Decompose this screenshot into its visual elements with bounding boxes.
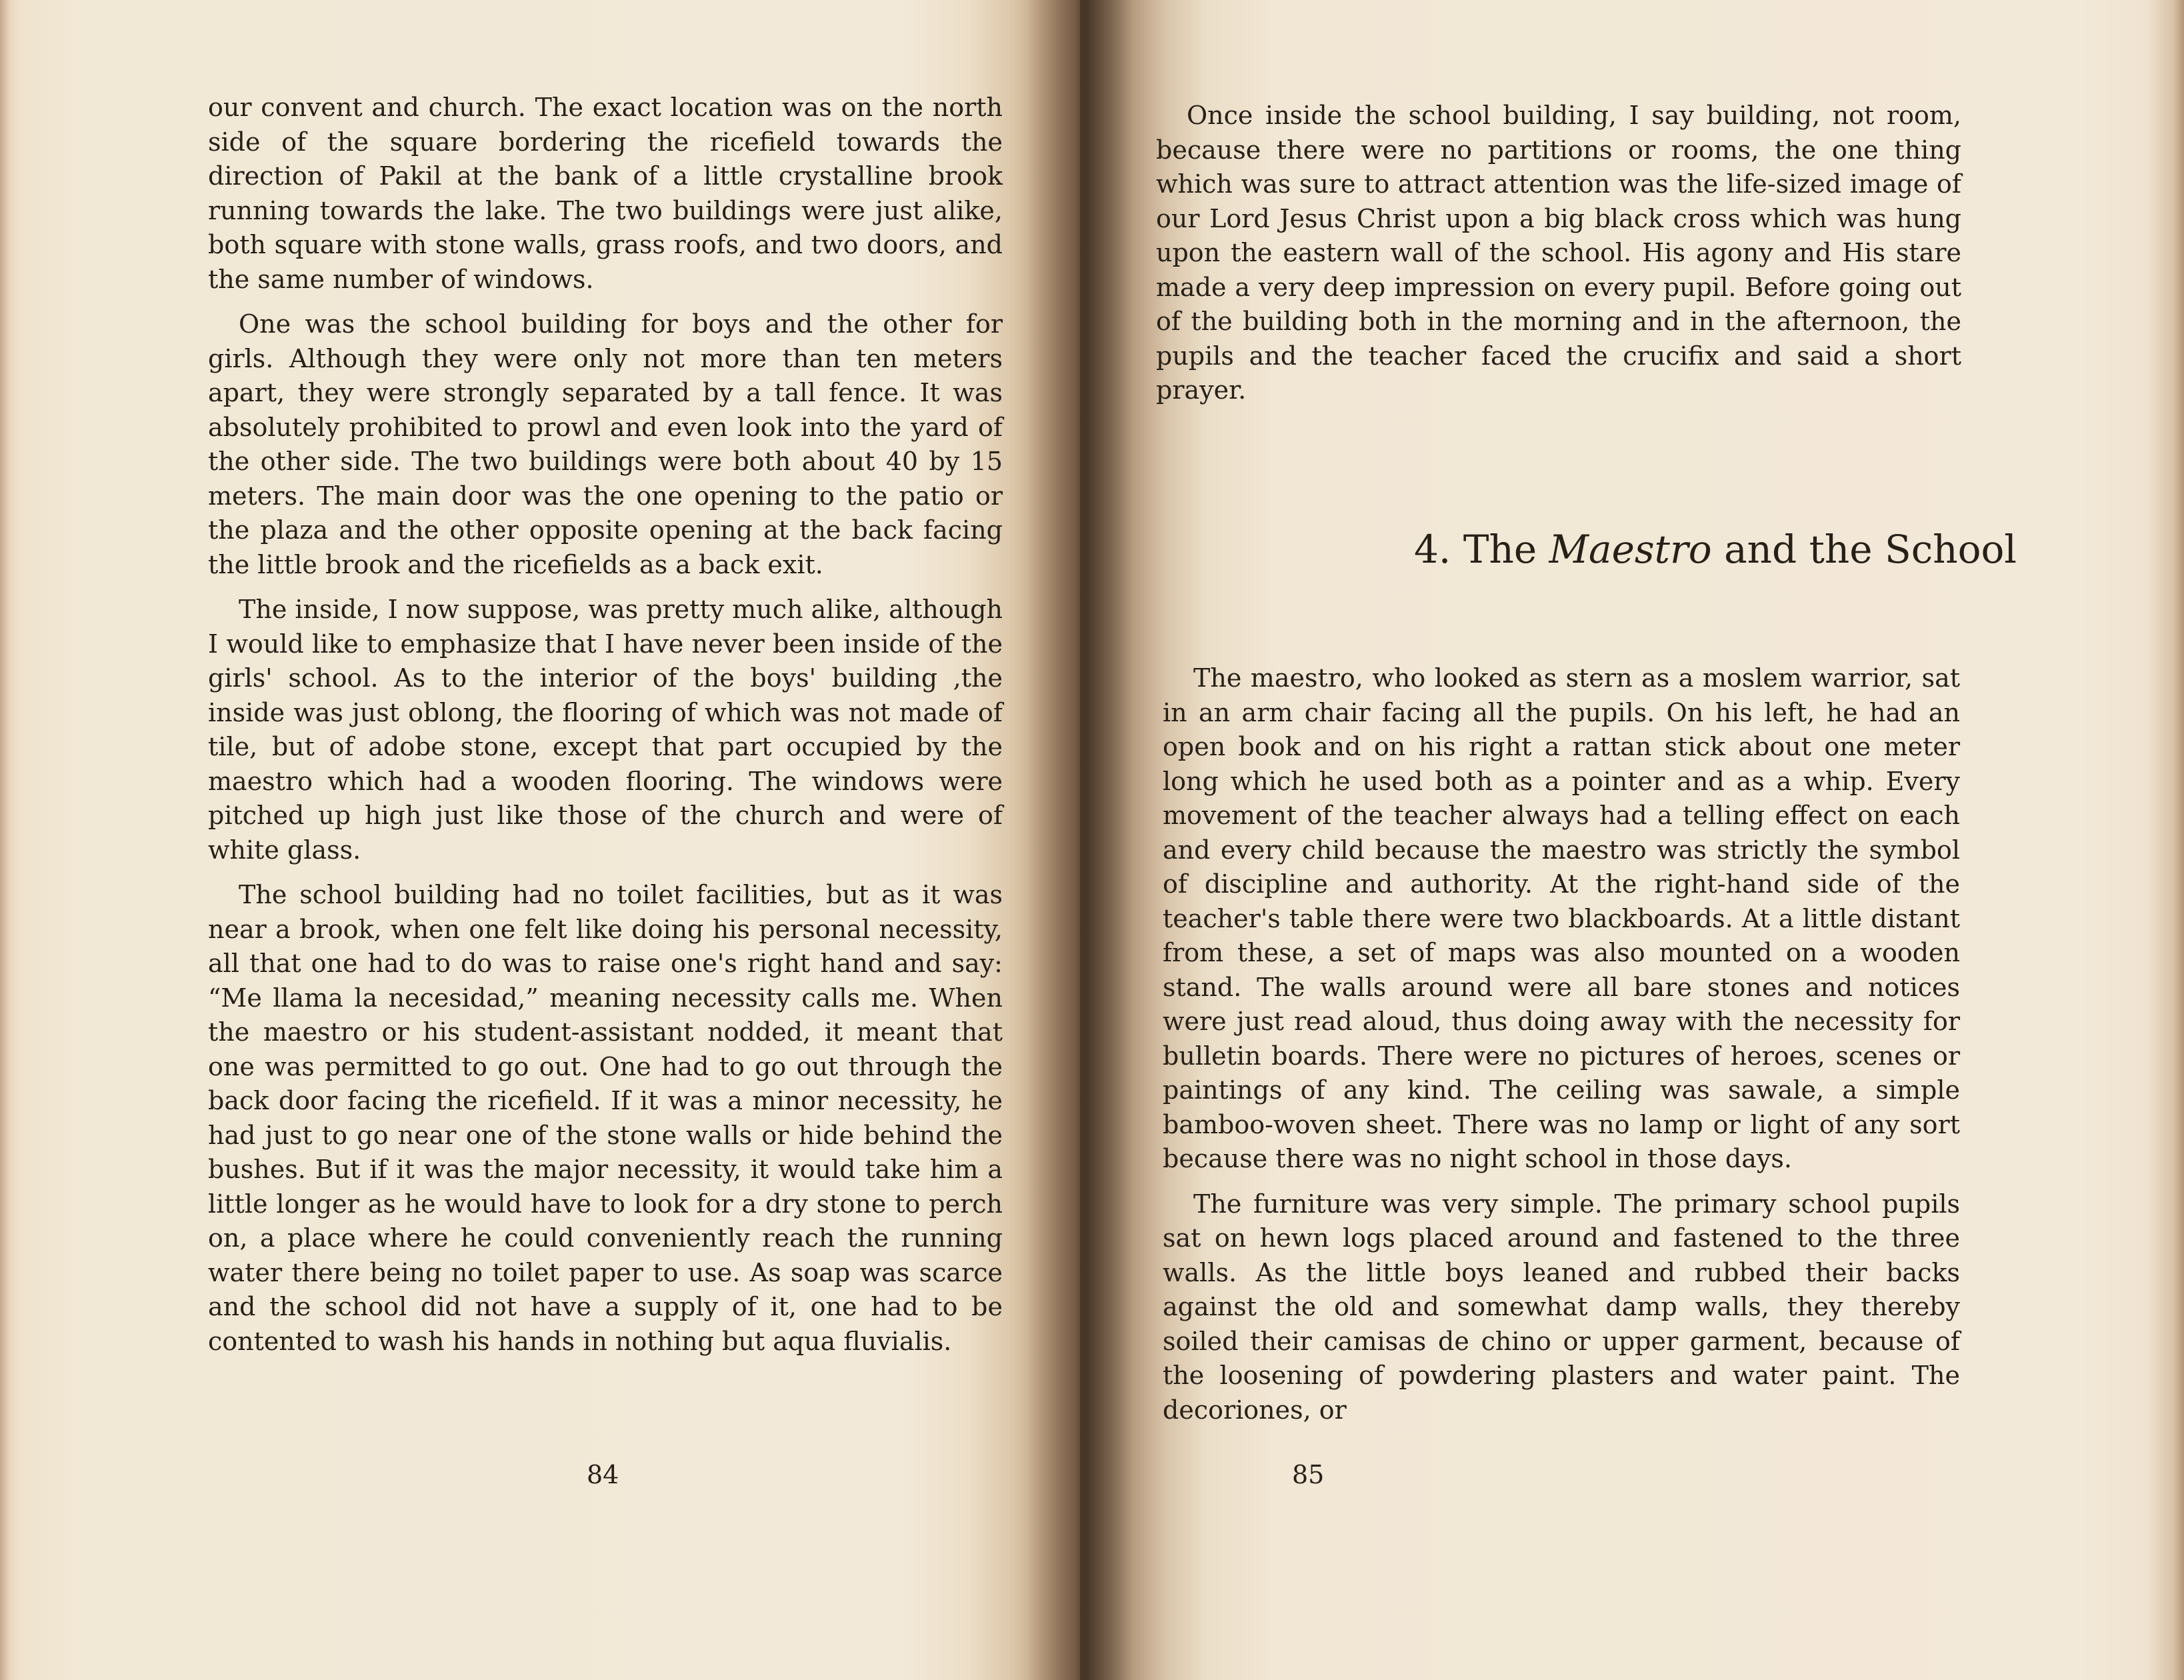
left-page-number: 84 — [587, 1460, 619, 1489]
left-page — [0, 0, 1080, 1680]
left-paragraph-1: our convent and church. The exact location was on the north side of the square bordering the ricefield towards the direction of Pakil at the bank of a little crystalline brook running towards the lake. The two buildings were just alike, both square with stone walls, grass roofs, and two doors, and the same number of windows. — [208, 93, 1003, 294]
section-heading-pre: The — [1463, 527, 1537, 572]
right-paragraph-3: The furniture was very simple. The primary school pupils sat on hewn logs placed around and fastened to the three walls. As the little boys leaned and rubbed their backs against the old and somewhat damp walls, they thereby soiled their camisas de chino or upper garment, because of the loosening of powdering plasters and water paint. The decoriones, or — [1163, 1189, 1960, 1425]
right-paragraph-1: Once inside the school building, I say building, not room, because there were no partitions or rooms, the one thing which was sure to attract attention was the life-sized image of our Lord Jesus Christ upon a big black cross which was hung upon the eastern wall of the school. His agony and His stare made a very deep impression on every pupil. Before going out of the building both in the morning and in the afternoon, the pupils and the teacher faced the crucifix and said a short prayer. — [1156, 101, 1961, 405]
right-paragraph-2: The maestro, who looked as stern as a moslem warrior, sat in an arm chair facing all the pupils. On his left, he had an open book and on his right a rattan stick about one meter long which he used both as a pointer and as a whip. Every movement of the teacher always had a telling effect on each and every child because the maestro was strictly the symbol of discipline and authority. At the right-hand side of the teacher's table there were two blackboards. At a little distant from these, a set of maps was also mounted on a wooden stand. The walls around were all bare stones and notices were just read aloud, thus doing away with the necessity for bulletin boards. There were no pictures of heroes, scenes or paintings of any kind. The ceiling was sawale, a simple bamboo-woven sheet. There was no lamp or light of any sort because there was no night school in those days. — [1163, 663, 1960, 1173]
section-heading-number: 4. — [1414, 527, 1451, 572]
left-paragraph-3: The inside, I now suppose, was pretty much alike, although I would like to emphasize that I have never been inside of the girls' school. As to the interior of the boys' building ,the inside was just oblong, the flooring of which was not made of tile, but of adobe stone, except that part occupied by the maestro which had a wooden flooring. The windows were pitched up high just like those of the church and were of white glass. — [208, 595, 1003, 865]
left-paragraph-4: The school building had no toilet facilities, but as it was near a brook, when one felt like doing his personal necessity, all that one had to do was to raise one's right hand and say: “Me llama la necesidad,” meaning necessity calls me. When the maestro or his student-assistant nodded, it meant that one was permitted to go out. One had to go out through the back door facing the ricefield. If it was a minor necessity, he had just to go near one of the stone walls or hide behind the bushes. But if it was the major necessity, it would take him a little longer as he would have to look for a dry stone to perch on, a place where he could conveniently reach the running water there being no toilet paper to use. As soap was scarce and the school did not have a supply of it, one had to be contented to wash his hands in nothing but aqua fluvialis. — [208, 880, 1003, 1356]
right-page-number: 85 — [1292, 1460, 1325, 1489]
right-page-top-text — [1156, 99, 1961, 419]
section-heading-italic: Maestro — [1549, 527, 1712, 572]
section-heading-post: and the School — [1724, 527, 2017, 572]
right-page — [1080, 0, 2184, 1680]
right-page-section-text — [1163, 661, 1960, 1438]
section-heading — [1080, 527, 2184, 572]
left-page-text — [208, 91, 1003, 1369]
left-paragraph-2: One was the school building for boys and the other for girls. Although they were only not more than ten meters apart, they were strongly separated by a tall fence. It was absolutely prohibited to prowl and even look into the yard of the other side. The two buildings were both about 40 by 15 meters. The main door was the one opening to the patio or the plaza and the other opposite opening at the back facing the little brook and the ricefields as a back exit. — [208, 309, 1003, 579]
